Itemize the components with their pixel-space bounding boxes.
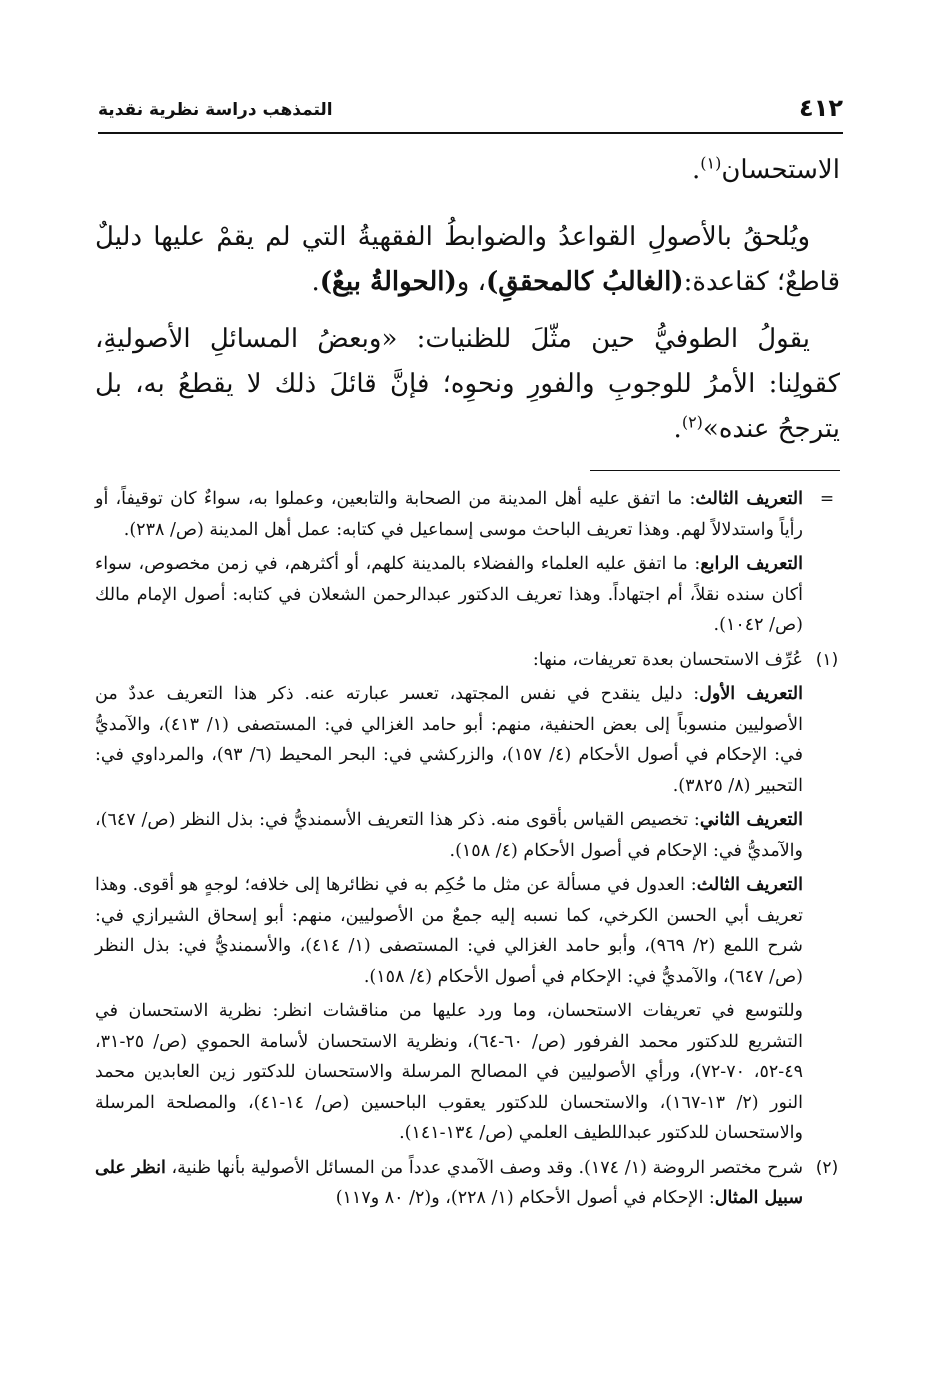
definition-second — [95, 805, 803, 866]
definition-text: : ما اتفق عليه العلماء والفضلاء بالمدينة كلهم، أو أكثرهم، في زمن مخصوص، سواء أكان سنده نقلاً، أم اجتهاداً. وهذا تعريف الدكتور عبدالرحمن الشعلان في كتابه: أصول الإمام مالك (ص/ ١٠٤٢). — [95, 554, 803, 635]
definition-title: التعريف الثالث — [695, 489, 803, 509]
footnote-2-text-a: شرح مختصر الروضة (١/ ١٧٤). وقد وصف الآمدي عدداً من المسائل الأصولية بأنها ظنية، — [165, 1157, 803, 1178]
rule-hawala: (الحوالةُ بيعٌ) — [319, 267, 457, 297]
footnote-2-text-b: انظر على سبيل المثال — [95, 1157, 803, 1208]
page-number: ٤١٢ — [799, 94, 843, 122]
paragraph-1-text: الاستحسان — [721, 155, 840, 185]
paragraph-1 — [95, 148, 840, 193]
paragraph-3 — [95, 317, 840, 452]
footnote-separator — [590, 470, 840, 471]
definition-first — [95, 679, 803, 801]
paragraph-1-end: . — [691, 155, 701, 185]
paragraph-2-end: . — [311, 267, 320, 297]
footnote-1 — [95, 645, 845, 1149]
footnote-2-text-c: : الإحكام في أصول الأحكام (١/ ٢٢٨)، و(٢/ ٨٠ و١١٧) — [335, 1188, 715, 1208]
paragraph-2-text-a: ويُلحقُ بالأصولِ القواعدُ والضوابطُ الفقهيةُ التي لم يقمْ عليها دليلٌ قاطعٌ؛ كقاعدة: — [95, 222, 840, 297]
header-rule — [98, 132, 843, 134]
definition-title: التعريف الثاني — [699, 810, 803, 830]
paragraph-3-end: . — [673, 414, 682, 444]
footnote-1-marker: (١) — [815, 649, 839, 670]
main-text — [95, 148, 840, 452]
rule-ghalib: (الغالبُ كالمحققِ) — [486, 267, 684, 297]
footnote-2 — [95, 1153, 845, 1214]
paragraph-2-text-c: ، و — [456, 267, 486, 297]
definition-third-continued — [95, 484, 803, 545]
definition-text: : تخصيص القياس بأقوى منه. ذكر هذا التعريف الأسمنديُّ في: بذل النظر (ص/ ٦٤٧)، والآمديُّ في: الإحكام في أصول الأحكام (٤/ ١٥٨). — [95, 810, 803, 861]
footnote-ref-2: (٢) — [681, 412, 703, 432]
definition-text: : دليل ينقدح في نفس المجتهد، تعسر عبارته عنه. ذكر هذا التعريف عددٌ من الأصوليين منسوباً إلى بعض الحنفية، منهم: أبو حامد الغزالي في: المستصفى (١/ ٤١٣)، والآمديُّ في: الإحكام في أصول الأحكام (٤/ ١٥٧)، والزركشي في: البحر المحيط (٦/ ٩٣)، والمرداوي في: التحبير (٨/ ٣٨٢٥). — [95, 684, 804, 796]
definition-title: التعريف الرابع — [700, 554, 803, 574]
definition-fourth-continued — [95, 549, 803, 641]
footnote-2-marker: (٢) — [815, 1157, 839, 1178]
further-reading: وللتوسع في تعريفات الاستحسان، وما ورد عليها من مناقشات انظر: نظرية الاستحسان في التشريع للدكتور محمد الفرفور (ص/ ٦٠-٦٤)، ونظرية الاستحسان لأسامة الحموي (ص/ ٢٥-٣١، ٤٩-٥٢، ٧٠-٧٢)، ورأي الأصوليين في المصالح المرسلة والاستحسان للدكتور زين العابدين محمد النور (٢/ ١٣-١٦٧)، والاستحسان للدكتور يعقوب الباحسين (ص/ ١٤-٤١)، والمصلحة المرسلة والاستحسان للدكتور عبداللطيف العلمي (ص/ ١٣٤-١٤١). — [95, 1001, 803, 1143]
paragraph-3-text: يقولُ الطوفيُّ حين مثّلَ للظنيات: «وبعضُ المسائلِ الأصوليةِ، كقولِنا: الأمرُ للوجوبِ والفورِ ونحوِه؛ فإنَّ قائلَ ذلك لا يقطعُ به، بل يترجحُ عنده» — [95, 324, 840, 444]
definition-title: التعريف الأول — [699, 684, 803, 704]
page-header — [98, 90, 843, 130]
definition-title: التعريف الثالث — [696, 875, 803, 895]
paragraph-2 — [95, 215, 840, 305]
footnote-2-text — [95, 1153, 803, 1214]
running-title: التمذهب دراسة نظرية نقدية — [98, 100, 333, 120]
footnote-ref-1: (١) — [700, 153, 722, 173]
definition-text: : العدول في مسألة عن مثل ما حُكِم به في نظائرها إلى خلافه؛ لوجهٍ هو أقوى. وهذا تعريف أبي الحسن الكرخي، كما نسبه إليه جمعٌ من الأصوليين، منهم: أبو إسحاق الشيرازي في: شرح اللمع (٢/ ٩٦٩)، وأبو حامد الغزالي في: المستصفى (١/ ٤١٤)، والأسمنديُّ في: بذل النظر (ص/ ٦٤٧)، والآمديُّ في: الإحكام في أصول الأحكام (٤/ ١٥٨). — [95, 875, 803, 987]
definition-text: : ما اتفق عليه أهل المدينة من الصحابة والتابعين، وعملوا به، سواءٌ كان توقيفاً، أو رأياً واستدلالاً لهم. وهذا تعريف الباحث موسى إسماعيل في كتابه: عمل أهل المدينة (ص/ ٢٣٨). — [95, 489, 803, 540]
footnotes — [95, 484, 845, 1218]
footnote-continuation — [95, 484, 845, 641]
definition-third — [95, 870, 803, 992]
footnote-1-intro: عُرِّف الاستحسان بعدة تعريفات، منها: — [532, 649, 803, 670]
continuation-marker: = — [819, 489, 835, 509]
